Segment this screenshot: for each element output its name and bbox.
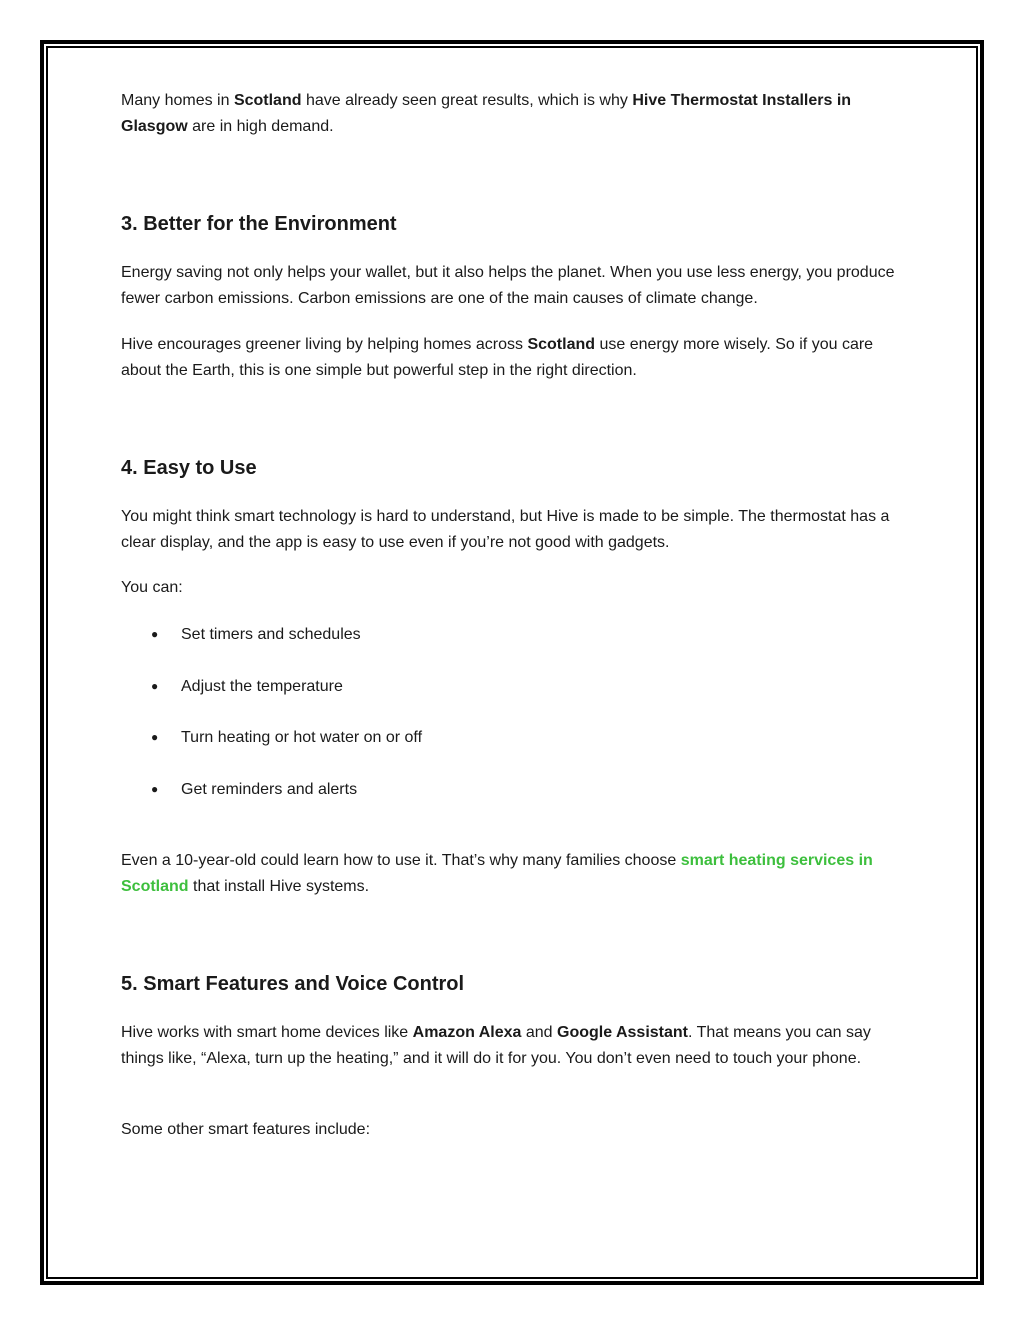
- bullet-icon: ●: [151, 679, 159, 693]
- heading-easy-to-use: 4. Easy to Use: [121, 457, 257, 479]
- bullet-icon: ●: [151, 627, 159, 641]
- installers-bold: Hive Thermostat Installers in Glasgow: [121, 92, 852, 135]
- voice-control-paragraph: Hive works with smart home devices like Amazon Alexa and Google Assistant. That means you can say things like, “Alexa, turn up the heating,” and it will do it for you. You don’t even need to touch your phone.: [121, 1024, 871, 1067]
- intro-paragraph: Many homes in Scotland have already seen great results, which is why Hive Thermostat Installers in Glasgow are in high demand.: [121, 92, 852, 135]
- smart-heating-link[interactable]: smart heating services in Scotland: [121, 852, 873, 895]
- list-item: ● Turn heating or hot water on or off: [151, 724, 851, 751]
- environment-paragraph-1: Energy saving not only helps your wallet, but it also helps the planet. When you use less energy, you produce fewer carbon emissions. Carbon emissions are one of the main causes of climate change.: [121, 264, 895, 307]
- google-assistant-bold: Google Assistant: [557, 1024, 688, 1041]
- bullet-icon: ●: [151, 730, 159, 744]
- environment-paragraph-2: Hive encourages greener living by helping homes across Scotland use energy more wisely. So if you care about the Earth, this is one simple but powerful step in the right direction.: [121, 336, 874, 379]
- alexa-bold: Amazon Alexa: [412, 1024, 522, 1041]
- families-paragraph: Even a 10-year-old could learn how to use it. That’s why many families choose smart heating services in Scotland that install Hive systems.: [121, 852, 873, 895]
- you-can-label: You can:: [121, 579, 183, 596]
- scotland-bold-2: Scotland: [527, 336, 596, 353]
- heading-smart-features: 5. Smart Features and Voice Control: [121, 973, 465, 995]
- list-item: ● Set timers and schedules: [151, 621, 851, 648]
- heading-environment: 3. Better for the Environment: [121, 213, 397, 235]
- list-item: ● Adjust the temperature: [151, 673, 851, 700]
- bullet-icon: ●: [151, 782, 159, 796]
- list-item: ● Get reminders and alerts: [151, 776, 851, 803]
- other-features-label: Some other smart features include:: [121, 1121, 371, 1138]
- scotland-bold: Scotland: [233, 92, 302, 109]
- easy-paragraph: You might think smart technology is hard to understand, but Hive is made to be simple. The thermostat has a clear display, and the app is easy to use even if you’re not good with gadgets.: [121, 508, 890, 551]
